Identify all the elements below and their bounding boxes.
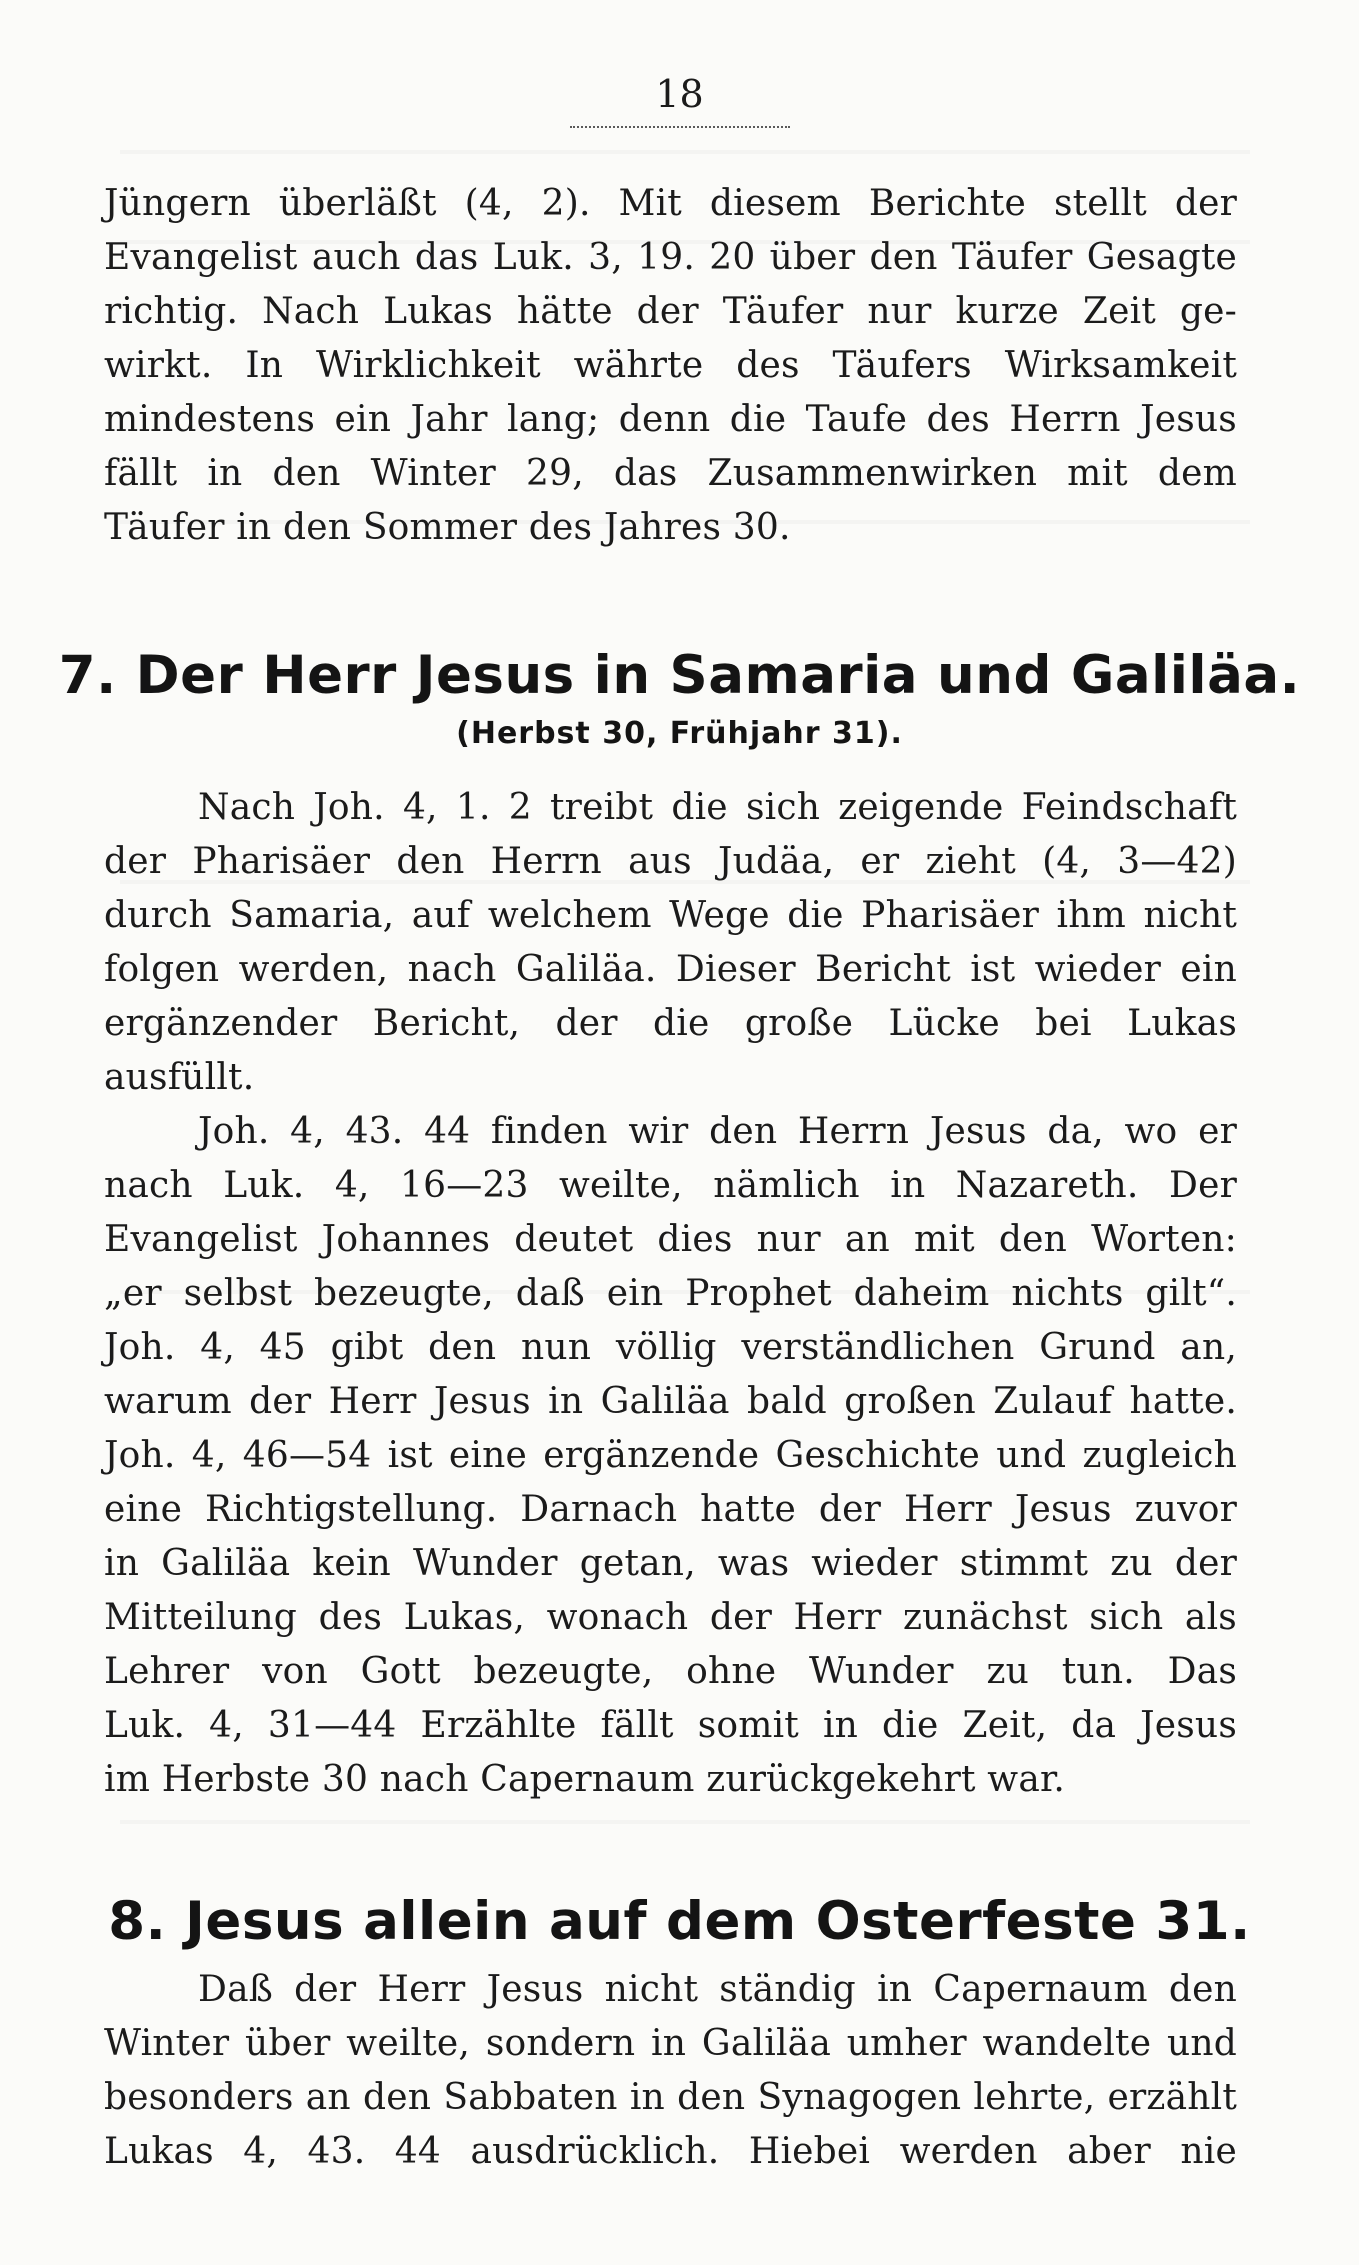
section-heading: 7. Der Herr Jesus in Samaria und Galiläa. xyxy=(58,645,1301,706)
text-line: „er selbst bezeugte, daß ein Prophet daheim nichts gilt“. xyxy=(104,1273,1237,1314)
text-line: im Herbste 30 nach Capernaum zurückgekehrt war. xyxy=(104,1759,1066,1800)
text-line: besonders an den Sabbaten in den Synagogen lehrte, erzählt xyxy=(104,2077,1237,2118)
show-through-line xyxy=(120,1820,1250,1824)
text-line: Evangelist auch das Luk. 3, 19. 20 über den Täufer Gesagte xyxy=(104,237,1237,278)
text-line: ausfüllt. xyxy=(104,1057,255,1098)
text-line: ergänzender Bericht, der die große Lücke bei Lukas xyxy=(104,1003,1237,1044)
text-line: Daß der Herr Jesus nicht ständig in Capernaum den xyxy=(198,1969,1237,2010)
text-line: Joh. 4, 45 gibt den nun völlig verständlichen Grund an, xyxy=(104,1327,1237,1368)
text-line: eine Richtigstellung. Darnach hatte der Herr Jesus zuvor xyxy=(104,1489,1237,1530)
text-line: Nach Joh. 4, 1. 2 treibt die sich zeigende Feindschaft xyxy=(198,787,1237,828)
text-line: mindestens ein Jahr lang; denn die Taufe des Herrn Jesus xyxy=(104,399,1237,440)
section-heading: 8. Jesus allein auf dem Osterfeste 31. xyxy=(108,1891,1251,1952)
text-line: Mitteilung des Lukas, wonach der Herr zunächst sich als xyxy=(104,1597,1237,1638)
text-line: Lehrer von Gott bezeugte, ohne Wunder zu tun. Das xyxy=(104,1651,1237,1692)
text-line: Joh. 4, 43. 44 finden wir den Herrn Jesus da, wo er xyxy=(198,1111,1237,1152)
text-line: folgen werden, nach Galiläa. Dieser Bericht ist wieder ein xyxy=(104,949,1237,990)
text-line: in Galiläa kein Wunder getan, was wieder stimmt zu der xyxy=(104,1543,1237,1584)
text-line: Täufer in den Sommer des Jahres 30. xyxy=(104,507,791,548)
show-through-line xyxy=(120,150,1250,154)
text-line: richtig. Nach Lukas hätte der Täufer nur kurze Zeit ge- xyxy=(104,291,1237,332)
text-line: Luk. 4, 31—44 Erzählte fällt somit in die Zeit, da Jesus xyxy=(104,1705,1237,1746)
text-line: warum der Herr Jesus in Galiläa bald großen Zulauf hatte. xyxy=(104,1381,1237,1422)
text-line: Winter über weilte, sondern in Galiläa umher wandelte und xyxy=(104,2023,1237,2064)
text-line: fällt in den Winter 29, das Zusammenwirken mit dem xyxy=(104,453,1237,494)
text-line: wirkt. In Wirklichkeit währte des Täufers Wirksamkeit xyxy=(104,345,1237,386)
text-line: Jüngern überläßt (4, 2). Mit diesem Berichte stellt der xyxy=(104,183,1237,224)
section-subheading: (Herbst 30, Frühjahr 31). xyxy=(456,716,903,751)
page-number-rule xyxy=(570,126,790,128)
text-line: Lukas 4, 43. 44 ausdrücklich. Hiebei werden aber nie xyxy=(104,2131,1237,2172)
text-line: durch Samaria, auf welchem Wege die Pharisäer ihm nicht xyxy=(104,895,1237,936)
page-number: 18 xyxy=(655,72,704,116)
text-line: der Pharisäer den Herrn aus Judäa, er zieht (4, 3—42) xyxy=(104,841,1237,882)
text-line: Evangelist Johannes deutet dies nur an mit den Worten: xyxy=(104,1219,1237,1260)
text-line: Joh. 4, 46—54 ist eine ergänzende Geschichte und zugleich xyxy=(104,1435,1237,1476)
text-line: nach Luk. 4, 16—23 weilte, nämlich in Nazareth. Der xyxy=(104,1165,1237,1206)
